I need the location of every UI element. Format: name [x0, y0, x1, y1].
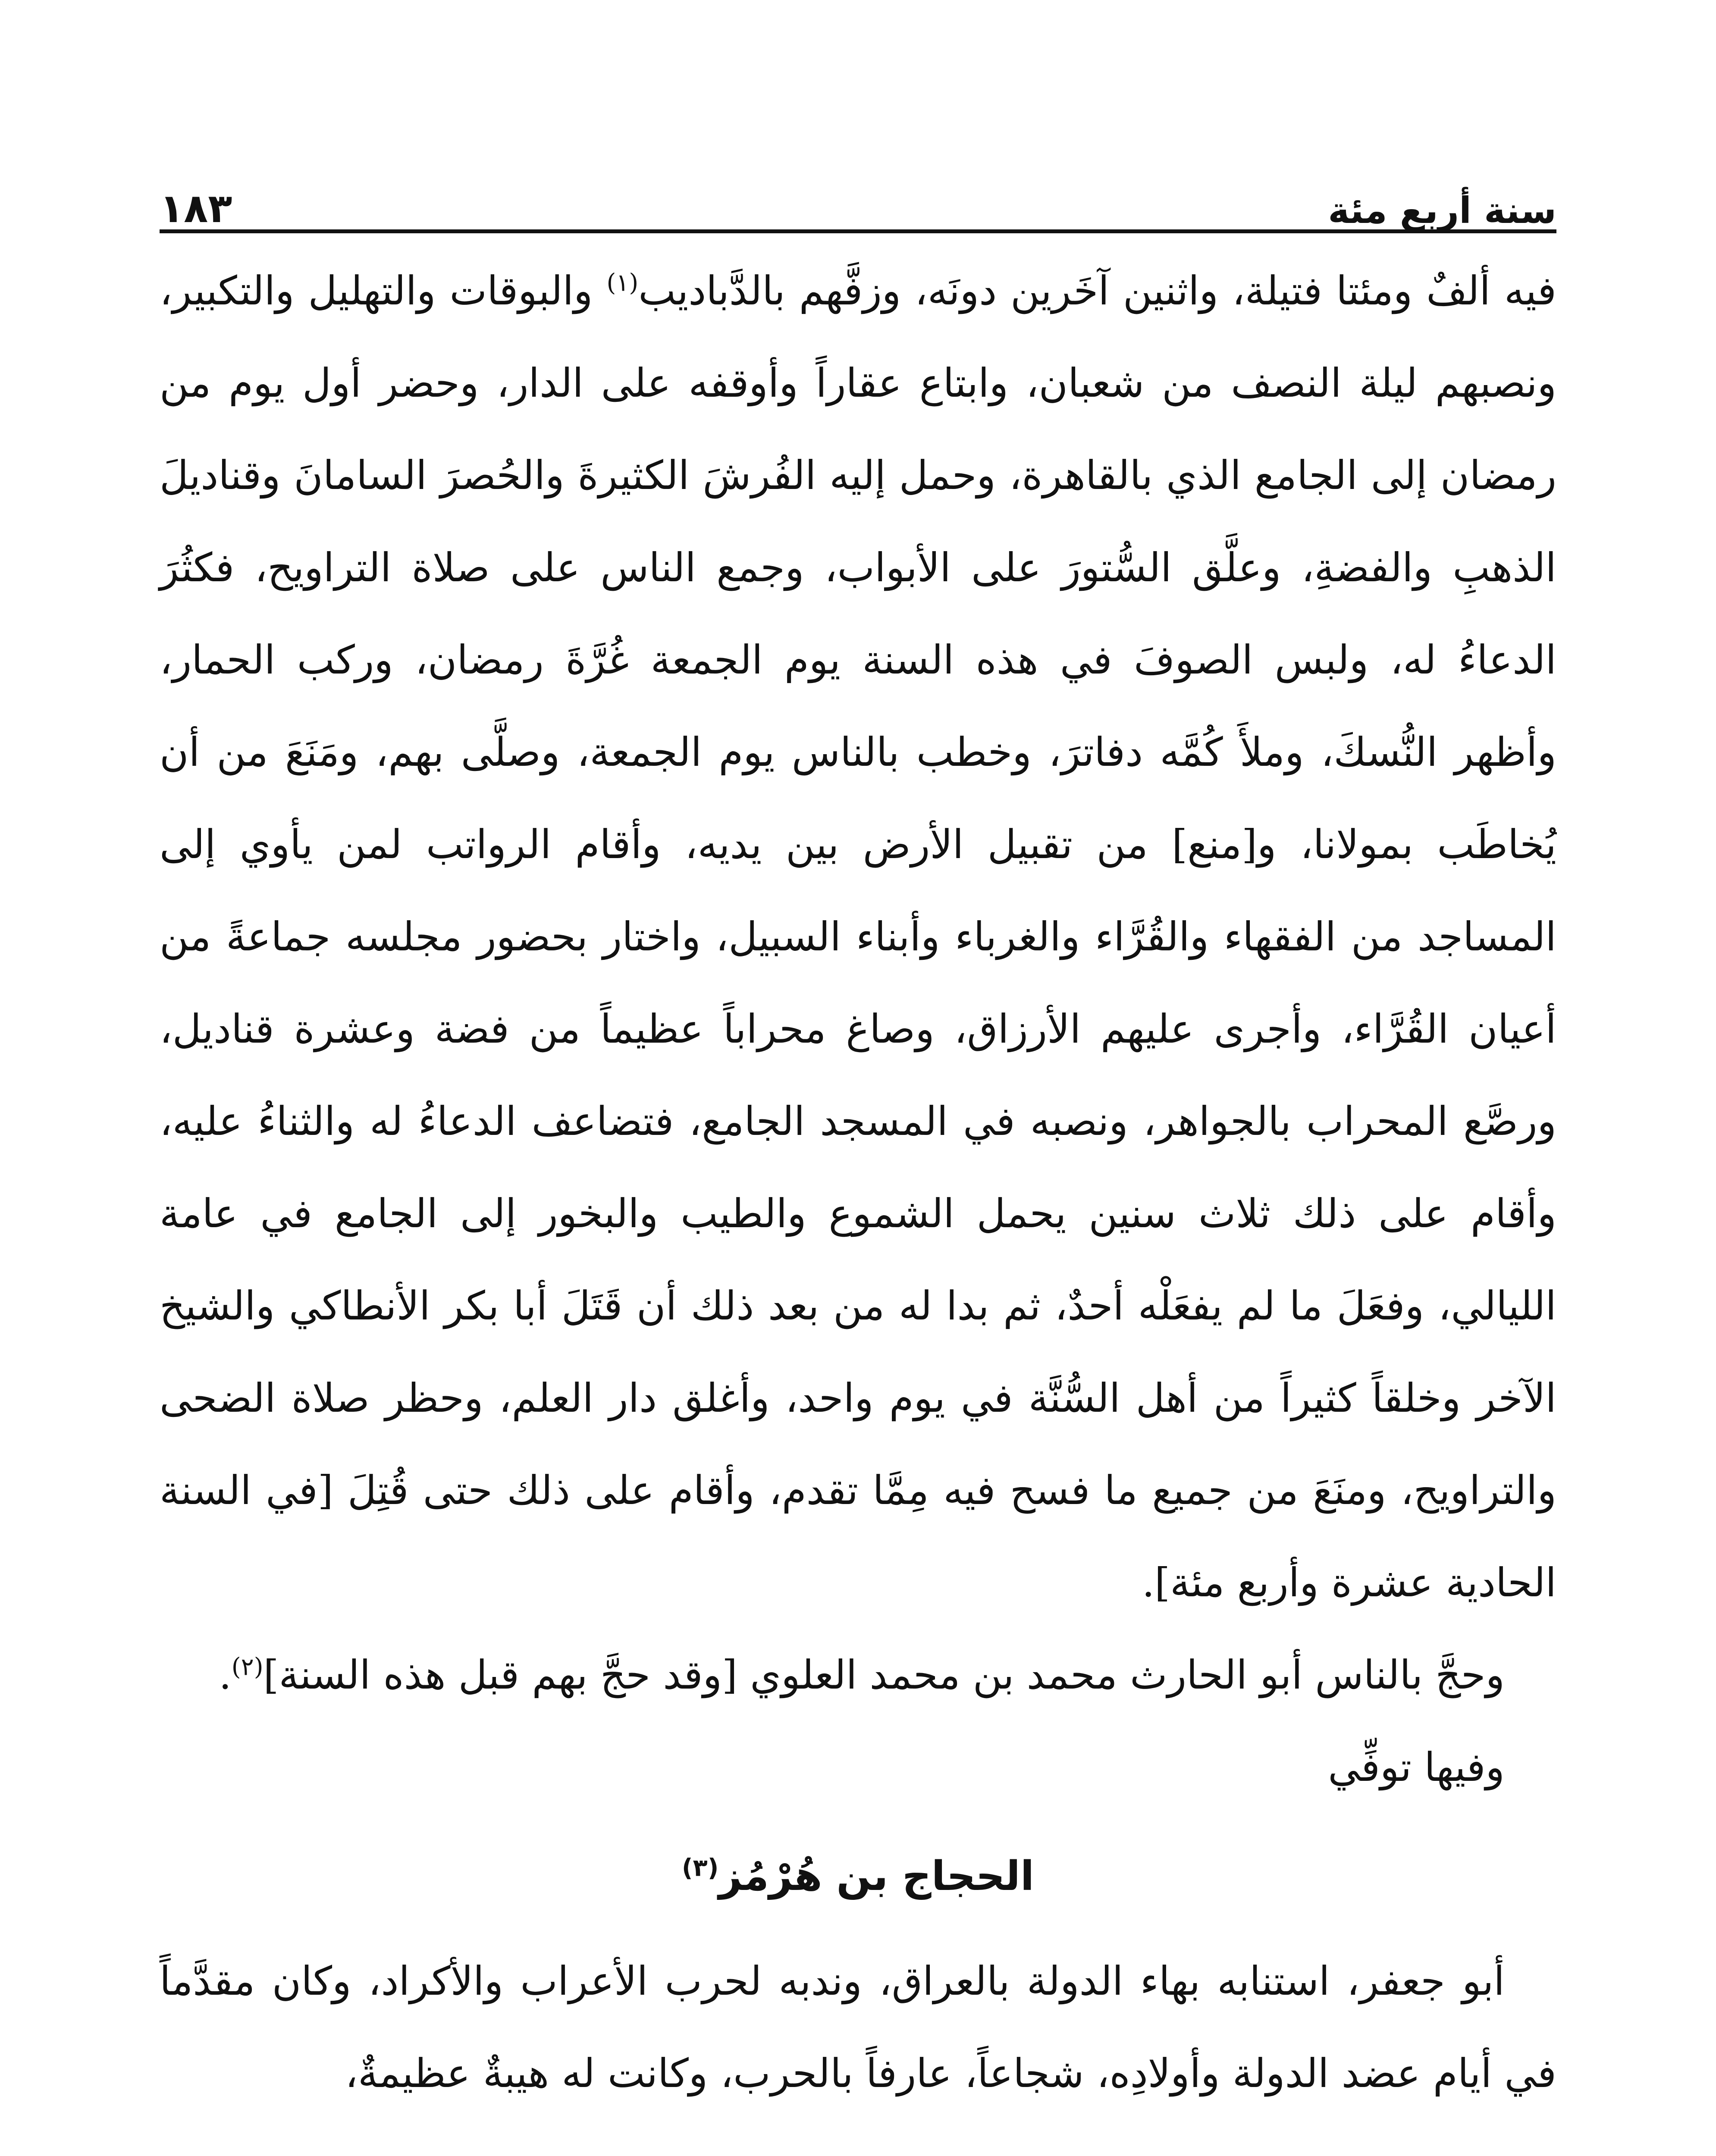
paragraph-3	[160, 1721, 1556, 1814]
paragraph-1-tail: والبوقات والتهليل والتكبير، ونصبهم ليلة النصف من شعبان، وابتاع عقاراً وأوقفه على الدار، وحضر أول يوم من رمضان إلى الجامع الذي بالقاهرة، وحمل إليه الفُرشَ الكثيرةَ والحُصرَ السامانَ وقناديلَ الذهبِ والفضةِ، وعلَّق السُّتورَ على الأبواب، وجمع الناس على صلاة التراويح، فكثُرَ الدعاءُ له، ولبس الصوفَ في هذه السنة يوم الجمعة غُرَّةَ رمضان، وركب الحمار، وأظهر النُّسكَ، وملأَ كُمَّه دفاترَ، وخطب بالناس يوم الجمعة، وصلَّى بهم، ومَنَعَ من أن يُخاطَب بمولانا، و[منع] من تقبيل الأرض بين يديه، وأقام الرواتب لمن يأوي إلى المساجد من الفقهاء والقُرَّاء والغرباء وأبناء السبيل، واختار بحضور مجلسه جماعةً من أعيان القُرَّاء، وأجرى عليهم الأرزاق، وصاغ محراباً عظيماً من فضة وعشرة قناديل، ورصَّع المحراب بالجواهر، ونصبه في المسجد الجامع، فتضاعف الدعاءُ له والثناءُ عليه، وأقام على ذلك ثلاث سنين يحمل الشموع والطيب والبخور إلى الجامع في عامة الليالي، وفعَلَ ما لم يفعَلْه أحدٌ، ثم بدا له من بعد ذلك أن قَتَلَ أبا بكر الأنطاكي والشيخ الآخر وخلقاً كثيراً من أهل السُّنَّة في يوم واحد، وأغلق دار العلم، وحظر صلاة الضحى والتراويح، ومنَعَ من جميع ما فسح فيه مِمَّا تقدم، وأقام على ذلك حتى قُتِلَ [في السنة الحادية عشرة وأربع مئة].	[160, 268, 1557, 1606]
page-header	[160, 164, 1556, 232]
book-page	[160, 129, 1556, 2156]
section-title-text: الحجاج بن هُرْمُز	[718, 1853, 1035, 1900]
running-title: سنة أربع مئة	[1328, 189, 1556, 232]
paragraph-1-text: فيه ألفٌ ومئتا فتيلة، واثنين آخَرين دونَه، وزفَّهم بالدَّباديب	[638, 268, 1557, 314]
paragraph-1	[160, 245, 1556, 1629]
page-number: ١٨٣	[160, 185, 232, 232]
paragraph-2-text: وحجَّ بالناس أبو الحارث محمد بن محمد العلوي [وقد حجَّ بهم قبل هذه السنة]	[263, 1652, 1505, 1698]
paragraph-2-tail: .	[219, 1652, 232, 1698]
footnote-ref-1: (١)	[606, 269, 639, 297]
paragraph-2	[160, 1629, 1556, 1721]
section-paragraph: أبو جعفر، استنابه بهاء الدولة بالعراق، وندبه لحرب الأعراب والأكراد، وكان مقدَّماً في أيام عضد الدولة وأولادِه، شجاعاً، عارفاً بالحرب، وكانت له هيبةٌ عظيمةٌ،	[160, 1958, 1556, 2096]
section-title	[160, 1842, 1556, 1911]
header-rule	[160, 229, 1556, 233]
footnote-ref-2: (٢)	[231, 1653, 264, 1681]
main-text	[160, 245, 1556, 2120]
footnote-ref-3: (٣)	[681, 1854, 719, 1882]
paragraph-3-text: وفيها توفِّي	[1328, 1744, 1505, 1790]
